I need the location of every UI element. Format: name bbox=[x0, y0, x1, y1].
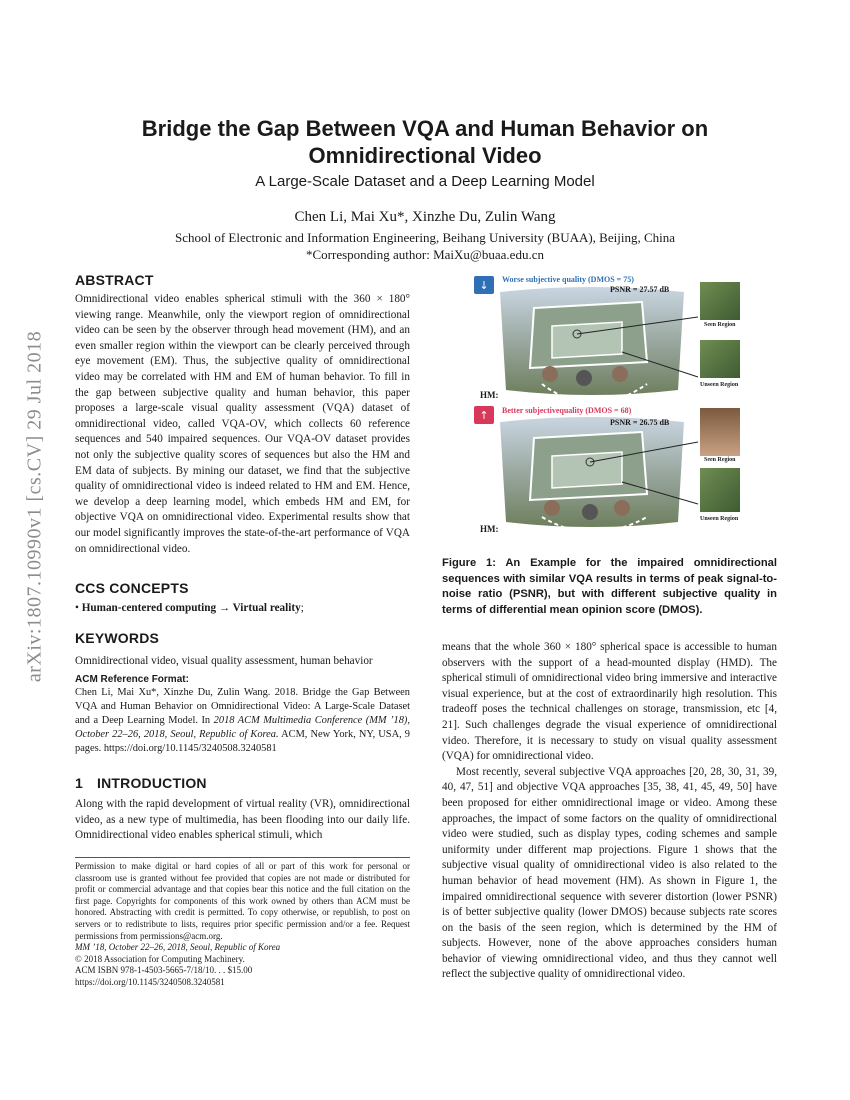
copyright-line: © 2018 Association for Computing Machinery. bbox=[75, 953, 245, 964]
better-label: Better subjectivequality (DMOS = 68) bbox=[502, 406, 632, 415]
hm-label-top: HM: bbox=[480, 390, 499, 400]
ccs-tail: ; bbox=[300, 602, 304, 614]
intro-text-right-2: Most recently, several subjective VQA approaches [20, 28, 30, 31, 39, 40, 47, 51] and objective VQA approaches [35, 38, 41, 45, 49, 50] have been proposed for either omnidirectional image or video. Among these approaches, the impact of some factors on the quality of omnidirectional video were studied, such as display types, coding schemes and sample uniformity under different map projections. Figure 1 shows that the subjective visual quality of omnidirectional video is also related to the human behavior of head movement (HM). As shown in Figure 1, the impaired omnidirectional sequence with severer distortion (lower PSNR) is of better subjective quality (lower DMOS) because subjects rate scores on the basis of the seen region, which is determined by the HM of subjects. However, none of the above approaches considers human behavior of viewing omnidirectional video, and thus they cannot well reflect the subjective quality of omnidirectional video. bbox=[442, 765, 777, 981]
acm-ref-part2: ACM, New York, NY, USA, 9 pages. https://doi.org/10.1145/3240508.3240581 bbox=[75, 729, 410, 754]
acm-ref-label: ACM Reference Format: bbox=[75, 674, 189, 685]
hm-label-bottom: HM: bbox=[480, 524, 499, 534]
isbn-line: ACM ISBN 978-1-4503-5665-7/18/10. . . $15.00 bbox=[75, 965, 253, 976]
bottom-unseen-thumb bbox=[700, 468, 740, 512]
bottom-head-1 bbox=[544, 500, 560, 516]
keywords-heading: KEYWORDS bbox=[75, 630, 160, 646]
worse-label: Worse subjective quality (DMOS = 75) bbox=[502, 275, 634, 284]
top-viewport-inner bbox=[552, 322, 622, 358]
unseen-label-top: Unseen Region bbox=[700, 382, 739, 388]
top-unseen-thumb bbox=[700, 340, 740, 378]
abstract-heading: ABSTRACT bbox=[75, 272, 154, 288]
intro-title: INTRODUCTION bbox=[97, 775, 207, 791]
ccs-item bbox=[75, 602, 410, 614]
bottom-seen-thumb bbox=[700, 408, 740, 456]
affiliation: School of Electronic and Information Engineering, Beihang University (BUAA), Beijing, China bbox=[174, 230, 676, 245]
ccs-heading: CCS CONCEPTS bbox=[75, 580, 189, 596]
intro-heading bbox=[75, 775, 410, 791]
top-head-1 bbox=[542, 366, 558, 382]
acm-ref-venue: 2018 ACM Multimedia Conference (MM ’18), October 22–26, 2018, Seoul, Republic of Korea. bbox=[75, 715, 410, 740]
seen-label-bottom: Seen Region bbox=[704, 457, 736, 463]
title-line-1: Bridge the Gap Between VQA and Human Behavior on bbox=[141, 116, 709, 141]
paper-title bbox=[90, 115, 760, 169]
svg-text:↑: ↑ bbox=[479, 409, 489, 422]
author-list: Chen Li, Mai Xu*, Xinzhe Du, Zulin Wang bbox=[294, 209, 556, 225]
acm-ref-text bbox=[75, 686, 410, 756]
psnr-top: PSNR = 27.57 dB bbox=[610, 285, 670, 294]
keywords-text: Omnidirectional video, visual quality assessment, human behavior bbox=[75, 655, 373, 667]
doi-line: https://doi.org/10.1145/3240508.3240581 bbox=[75, 976, 225, 987]
abstract-section bbox=[75, 272, 410, 557]
ccs-section bbox=[75, 580, 410, 614]
permission-notice: Permission to make digital or hard copies of all or part of this work for personal or classroom use is granted without fee provided that copies are not made or distributed for profit or commercial advantage and that copies bear this notice and the full citation on the first page. Copyrights for components of this work owned by others than ACM must be honored. Abstracting with credit is permitted. To copy otherwise, or republish, to post on servers or to redistribute to lists, requires prior specific permission and/or a fee. Request permissions from permissions@acm.org. bbox=[75, 861, 410, 941]
psnr-bottom: PSNR = 26.75 dB bbox=[610, 418, 670, 427]
corresponding-author: *Corresponding author: MaiXu@buaa.edu.cn bbox=[306, 247, 544, 262]
arxiv-stamp: arXiv:1807.10990v1 [cs.CV] 29 Jul 2018 bbox=[23, 330, 46, 683]
intro-text-left: Along with the rapid development of virtual reality (VR), omnidirectional video, as a new type of multimedia, has been flooding into our daily life. Omnidirectional video enables spherical stimuli, which bbox=[75, 798, 410, 842]
conference-line: MM ’18, October 22–26, 2018, Seoul, Republic of Korea bbox=[75, 942, 281, 953]
paper-subtitle: A Large-Scale Dataset and a Deep Learning Model bbox=[255, 173, 595, 190]
acm-ref-part1: Chen Li, Mai Xu*, Xinzhe Du, Zulin Wang. 2018. Bridge the Gap Between VQA and Human Behavior on Omnidirectional Video: A Large-Scale Dataset and a Deep Learning Model. In bbox=[75, 687, 410, 726]
title-line-2: Omnidirectional Video bbox=[308, 143, 542, 168]
footnote-rule bbox=[75, 857, 410, 858]
abstract-text: Omnidirectional video enables spherical stimuli with the 360 × 180° viewing range. Meanwhile, only the viewport region of omnidirectional video can be seen by the observer through head movement (HM), and an even smaller region within the viewport can be clearly perceived through eye movement (EM). Thus, the subjective quality of omnidirectional video may be correlated with HM and EM of human behavior. To fill in the gap between subjective quality and human behavior, this paper proposes a large-scale visual quality assessment (VQA) dataset of omnidirectional video, called VQA-OV, which collects 60 reference sequences and 540 impaired sequences. Our VQA-OV dataset provides not only the subjective quality scores of sequences but also the HM and EM data of subjects. By mining our dataset, we find that the subjective quality of omnidirectional video is indeed related to HM and EM. Hence, we develop a deep learning model, which embeds HM and EM, for objective VQA on omnidirectional video. Experimental results show that our model significantly improves the state-of-the-art performance of VQA on omnidirectional video. bbox=[75, 293, 410, 555]
intro-section-right bbox=[442, 640, 777, 983]
bottom-head-2 bbox=[582, 504, 598, 520]
acm-reference bbox=[75, 674, 410, 756]
intro-number: 1 bbox=[75, 775, 83, 791]
figure-1-caption: Figure 1: An Example for the impaired omnidirectional sequences with similar VQA results in terms of peak signal-to-noise ratio (PSNR), but with different subjective quality in terms of differential mean opinion score (DMOS). bbox=[442, 557, 777, 616]
top-seen-thumb bbox=[700, 282, 740, 320]
affiliation-block bbox=[90, 229, 760, 263]
ccs-bullet: • bbox=[75, 602, 79, 614]
ccs-concept: Human-centered computing → Virtual reality bbox=[81, 602, 301, 614]
unseen-label-bottom: Unseen Region bbox=[700, 516, 739, 522]
top-head-3 bbox=[612, 366, 628, 382]
seen-label-top: Seen Region bbox=[704, 322, 736, 328]
keywords-section bbox=[75, 630, 410, 670]
figure-1 bbox=[472, 272, 744, 544]
bottom-head-3 bbox=[614, 500, 630, 516]
bottom-panorama bbox=[474, 406, 740, 532]
intro-text-right-1: means that the whole 360 × 180° spherical space is accessible to human observers with the support of a head-mounted display (HMD). The spherical stimuli of omnidirectional video bring immersive and interactive visual experience, but at the cost of extraordinarily high resolution. This tradeoff poses the technical challenges on storage, transmission, etc [4, 21]. Such challenges degrade the visual experience of omnidirectional video. Therefore, it is necessary to study on visual quality assessment (VQA) for omnidirectional video. bbox=[442, 641, 777, 763]
intro-section-left bbox=[75, 775, 410, 844]
svg-text:↓: ↓ bbox=[479, 279, 489, 292]
bottom-viewport-inner bbox=[552, 452, 622, 488]
footnote-block bbox=[75, 861, 410, 989]
top-head-2 bbox=[576, 370, 592, 386]
